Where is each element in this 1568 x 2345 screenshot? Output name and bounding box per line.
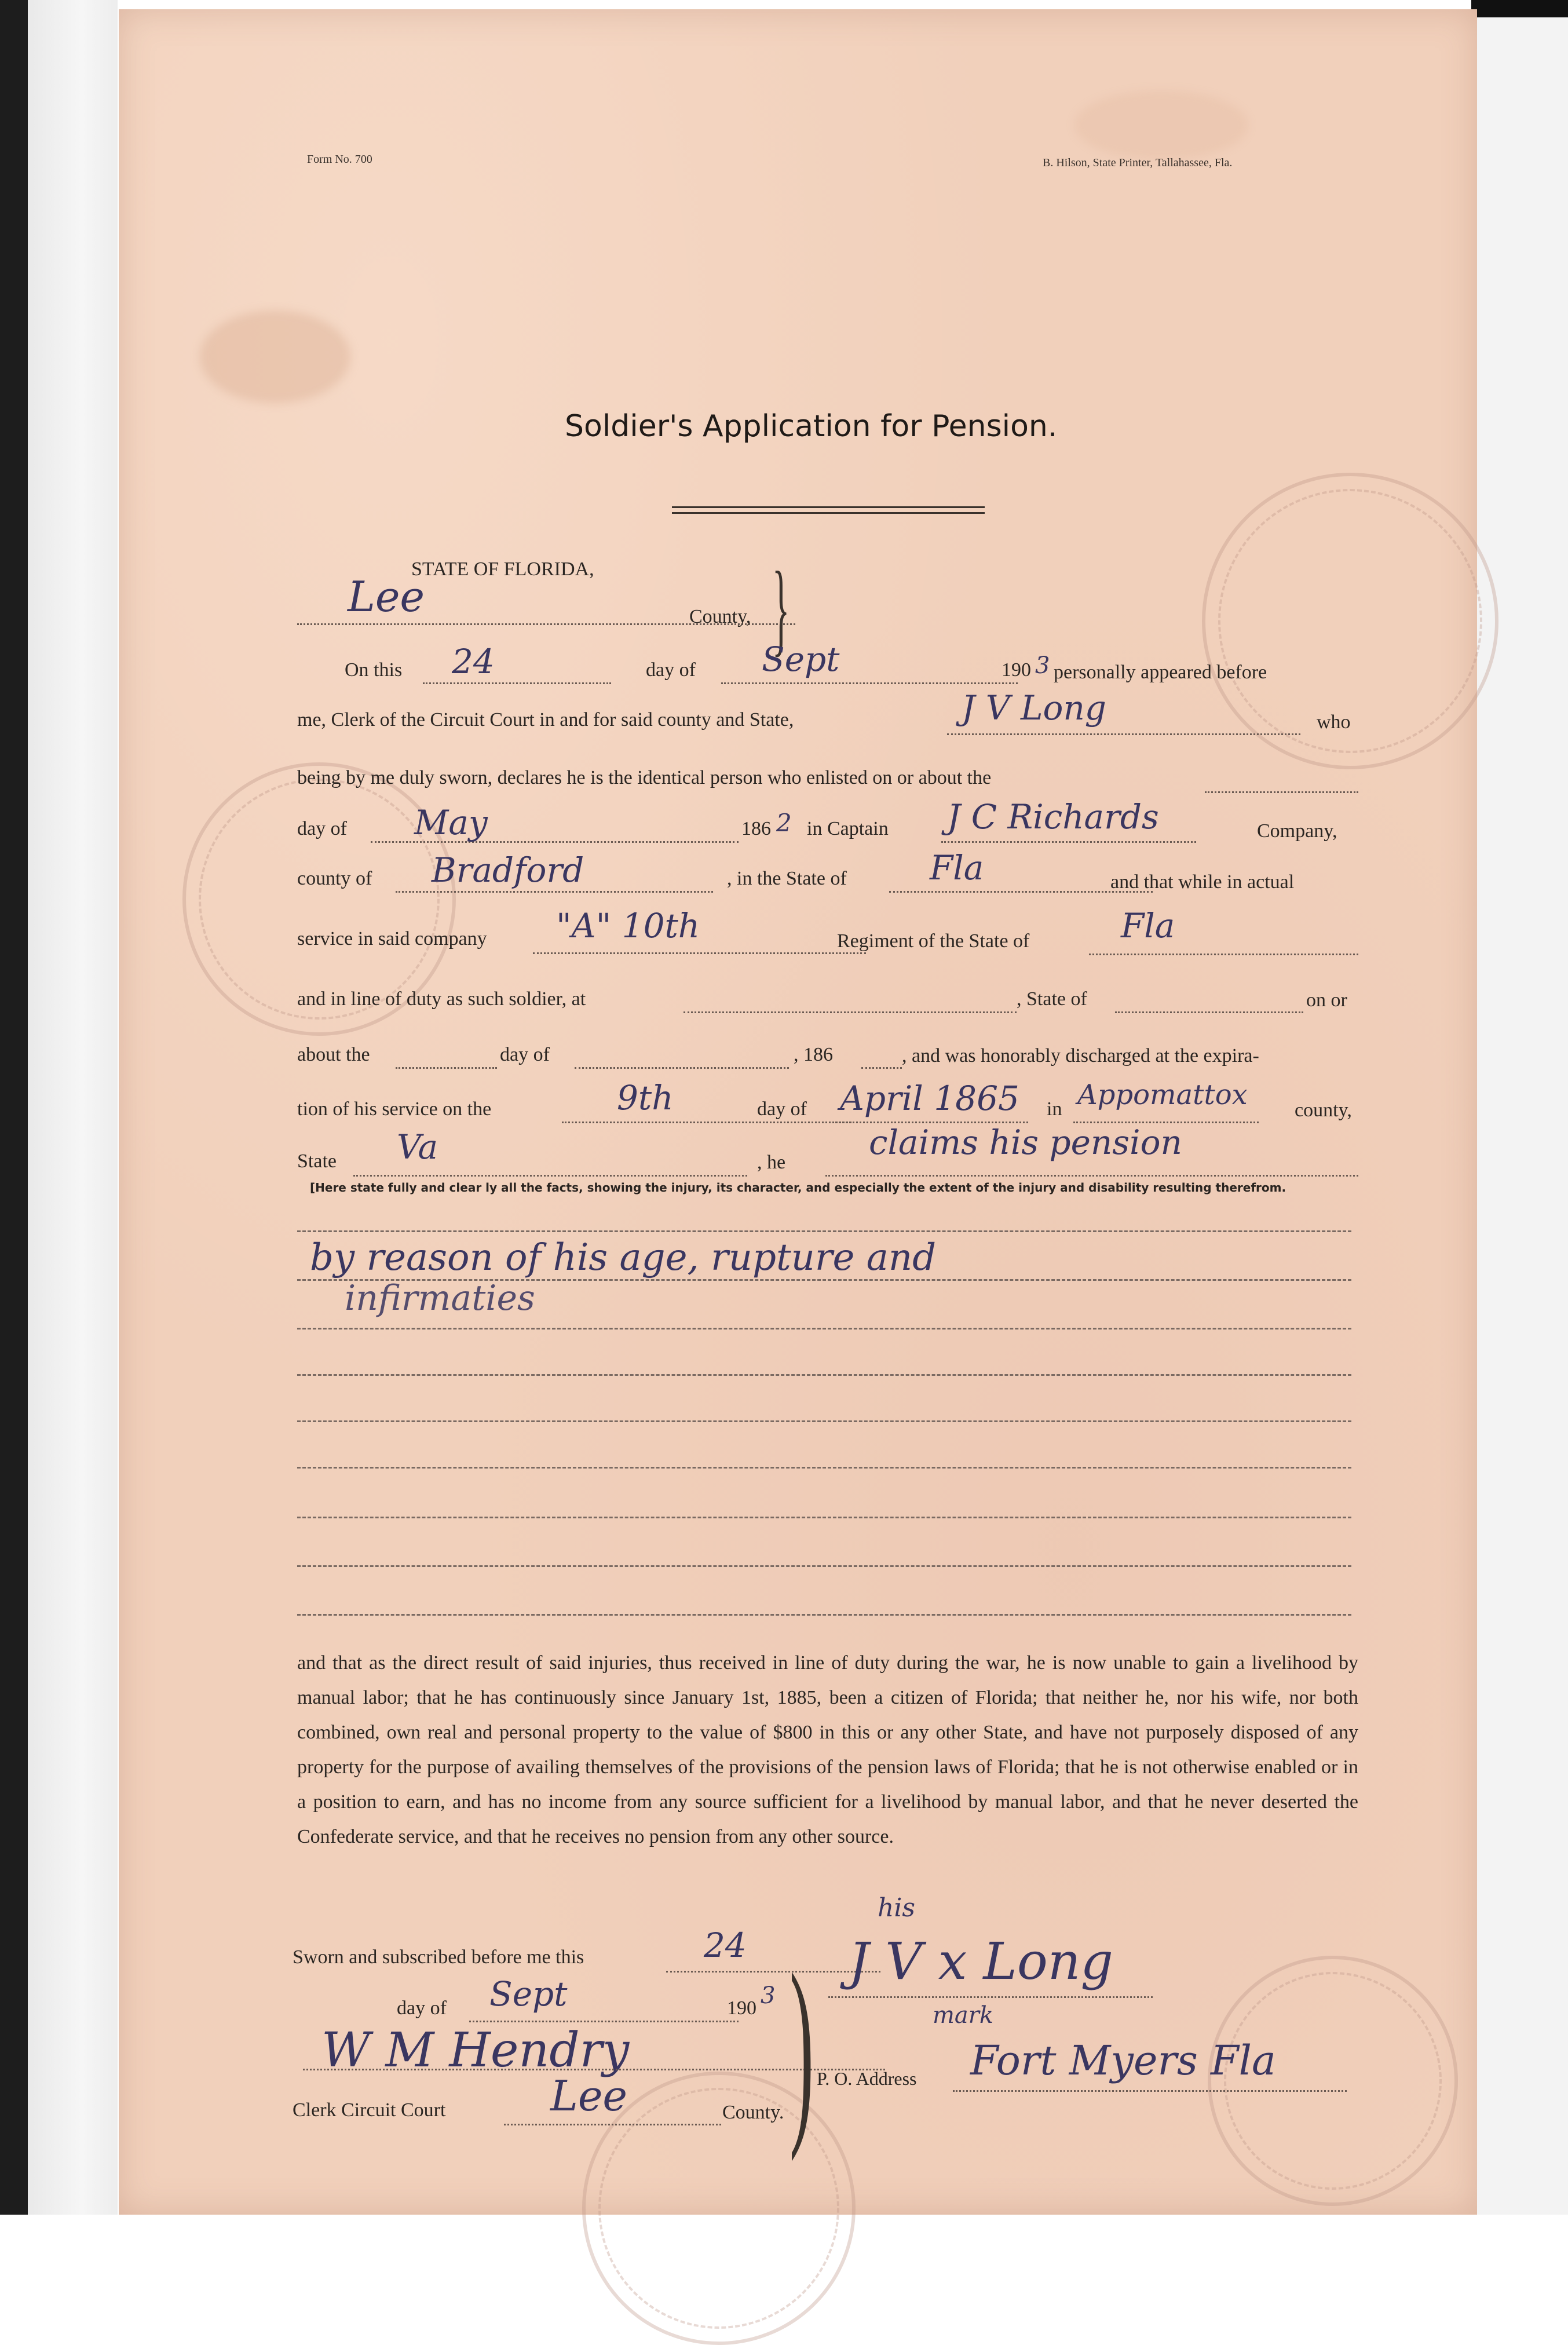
company-line [533,952,866,954]
mark-handwritten: mark [933,2002,994,2029]
printer-credit: B. Hilson, State Printer, Tallahassee, Fla. [1043,156,1233,169]
sworn-day-handwritten: 24 [704,1926,747,1965]
day-of-label: day of [297,818,347,839]
county-of-label: county of [297,868,372,889]
while-actual-label: and that while in actual [1110,871,1295,893]
discharged-text: , and was honorably discharged at the expira- [902,1045,1259,1066]
clerk-text: me, Clerk of the Circuit Court in and for said county and State, [297,709,794,730]
captain-label: in Captain [807,818,889,839]
enlist-month-handwritten: May [414,803,488,842]
he-label: , he [757,1152,786,1173]
signature-brace: ) [790,1931,814,2162]
year-handwritten: 3 [1035,652,1050,679]
applicant-signature: J V x Long [849,1931,1113,1991]
on-or-label: on or [1306,989,1347,1011]
about-label: about the [297,1044,370,1065]
regiment-state-handwritten: Fla [1121,906,1175,945]
enlist-county-line [396,891,713,893]
name-line [947,733,1300,735]
discharge-day-line [562,1122,851,1123]
clerk-county-line [504,2124,721,2125]
who-label: who [1317,711,1351,733]
state-label: State [297,1150,337,1172]
paper-stain [200,311,350,403]
day-line [423,682,611,684]
clerk-label: Clerk Circuit Court [293,2099,446,2121]
discharge-state-line [353,1175,747,1177]
po-address-label: P. O. Address [817,2068,917,2089]
injury-line [297,1517,1351,1518]
place-line [684,1011,1017,1013]
scan-corner [1471,0,1568,17]
county-label: County. [722,2102,784,2123]
title-rule [672,512,985,514]
clerk-county-handwritten: Lee [550,2072,628,2120]
scan-border [0,0,28,2215]
claim-handwritten: claims his pension [869,1123,1182,1162]
about-year-line [861,1067,902,1069]
title-rule [672,506,985,508]
enlist-state-handwritten: Fla [930,848,984,887]
county-handwritten: Lee [348,572,425,621]
regiment-state-line [1089,954,1358,955]
po-address-handwritten: Fort Myers Fla [970,2037,1276,2084]
day-of-label: day of [757,1098,807,1120]
enlist-day-line [1205,791,1358,793]
injury-line [297,1328,1351,1329]
clerk-signature: W M Hendry [321,2023,630,2078]
form-number: Form No. 700 [307,153,372,166]
state-heading: STATE OF FLORIDA, [411,558,594,580]
paper-stain [1074,90,1248,160]
sworn-month-line [469,2021,739,2022]
injury-line [297,1374,1351,1376]
in-label: in [1047,1098,1062,1120]
sworn-text: being by me duly sworn, declares he is the identical person who enlisted on or about the [297,767,992,788]
pension-form-page [119,9,1477,2215]
scan-margin-right [1477,0,1568,2215]
captain-handwritten: J C Richards [947,797,1159,837]
sworn-year-prefix: 190 [727,1997,756,2019]
enlist-year-prefix: 186 [741,818,771,839]
service-label: service in said company [297,928,487,949]
injury-line [297,1565,1351,1567]
state-of-label: , State of [1017,988,1087,1010]
about-month-line [575,1067,789,1069]
injury-handwritten: by reason of his age, rupture and [310,1236,937,1279]
applicant-signature-line [828,1996,1153,1998]
captain-line [941,841,1196,843]
personally-label: personally appeared before [1054,662,1267,683]
day-of-label: day of [646,659,696,681]
discharge-place-handwritten: Appomattox [1077,1079,1248,1111]
injury-line [297,1614,1351,1616]
page-title: Soldier's Application for Pension. [565,409,1058,444]
po-address-line [953,2090,1347,2092]
tion-text: tion of his service on the [297,1098,492,1120]
sworn-year-handwritten: 3 [761,1982,776,2009]
enlist-county-handwritten: Bradford [432,850,584,890]
sworn-label: Sworn and subscribed before me this [293,1946,584,1968]
month-handwritten: Sept [762,640,840,679]
sworn-month-handwritten: Sept [489,1974,568,2014]
injury-line [297,1420,1351,1422]
company-handwritten: "A" 10th [556,906,700,945]
regiment-label: Regiment of the State of [837,930,1030,952]
about-day-line [396,1067,497,1069]
year-label: , 186 [794,1044,833,1065]
injury-handwritten-2: infirmaties [345,1278,535,1318]
injury-state-line [1115,1011,1303,1013]
brace: } [772,550,790,666]
his-handwritten: his [878,1893,915,1923]
on-this-label: On this [345,659,403,681]
day-handwritten: 24 [452,642,495,681]
day-of-label: day of [397,1997,447,2019]
affidavit-paragraph: and that as the direct result of said injuries, thus received in line of duty during the war, he is now unable to gain a livelihood by manual labor; that he has continuously since January 1st, 1885, been a citizen of Florida; that neither he, nor his wife, nor both combined, own real and personal property to the value of $800 in this or any other State, and have not purposely disposed of any property for the purpose of availing themselves of the provisions of the pension laws of Florida; that he is not otherwise enabled or in a position to earn, and has no income from any source sufficient for a livelihood by manual labor, and that he never deserted the Confederate service, and that he receives no pension from any other source. [297,1652,1358,1847]
line-of-duty-text: and in line of duty as such soldier, at [297,988,586,1010]
in-state-label: , in the State of [727,868,847,889]
month-line [721,682,1018,684]
discharge-date-handwritten: April 1865 [840,1079,1019,1118]
discharge-day-handwritten: 9th [617,1078,674,1117]
enlist-year-handwritten: 2 [776,809,792,837]
day-of-label: day of [500,1044,550,1065]
county-label: county, [1295,1100,1352,1121]
scan-margin [28,0,118,2215]
discharge-state-handwritten: Va [397,1127,438,1167]
injury-line [297,1230,1351,1232]
claim-line [825,1175,1358,1177]
instruction-note: [Here state fully and clear ly all the facts, showing the injury, its character, and especially the extent of the injury and disability resulting therefrom. [310,1181,1286,1195]
applicant-name-handwritten: J V Long [962,688,1106,728]
company-label: Company, [1257,820,1337,842]
injury-line [297,1467,1351,1469]
county-label: County, [689,606,751,627]
year-prefix: 190 [1002,659,1031,681]
